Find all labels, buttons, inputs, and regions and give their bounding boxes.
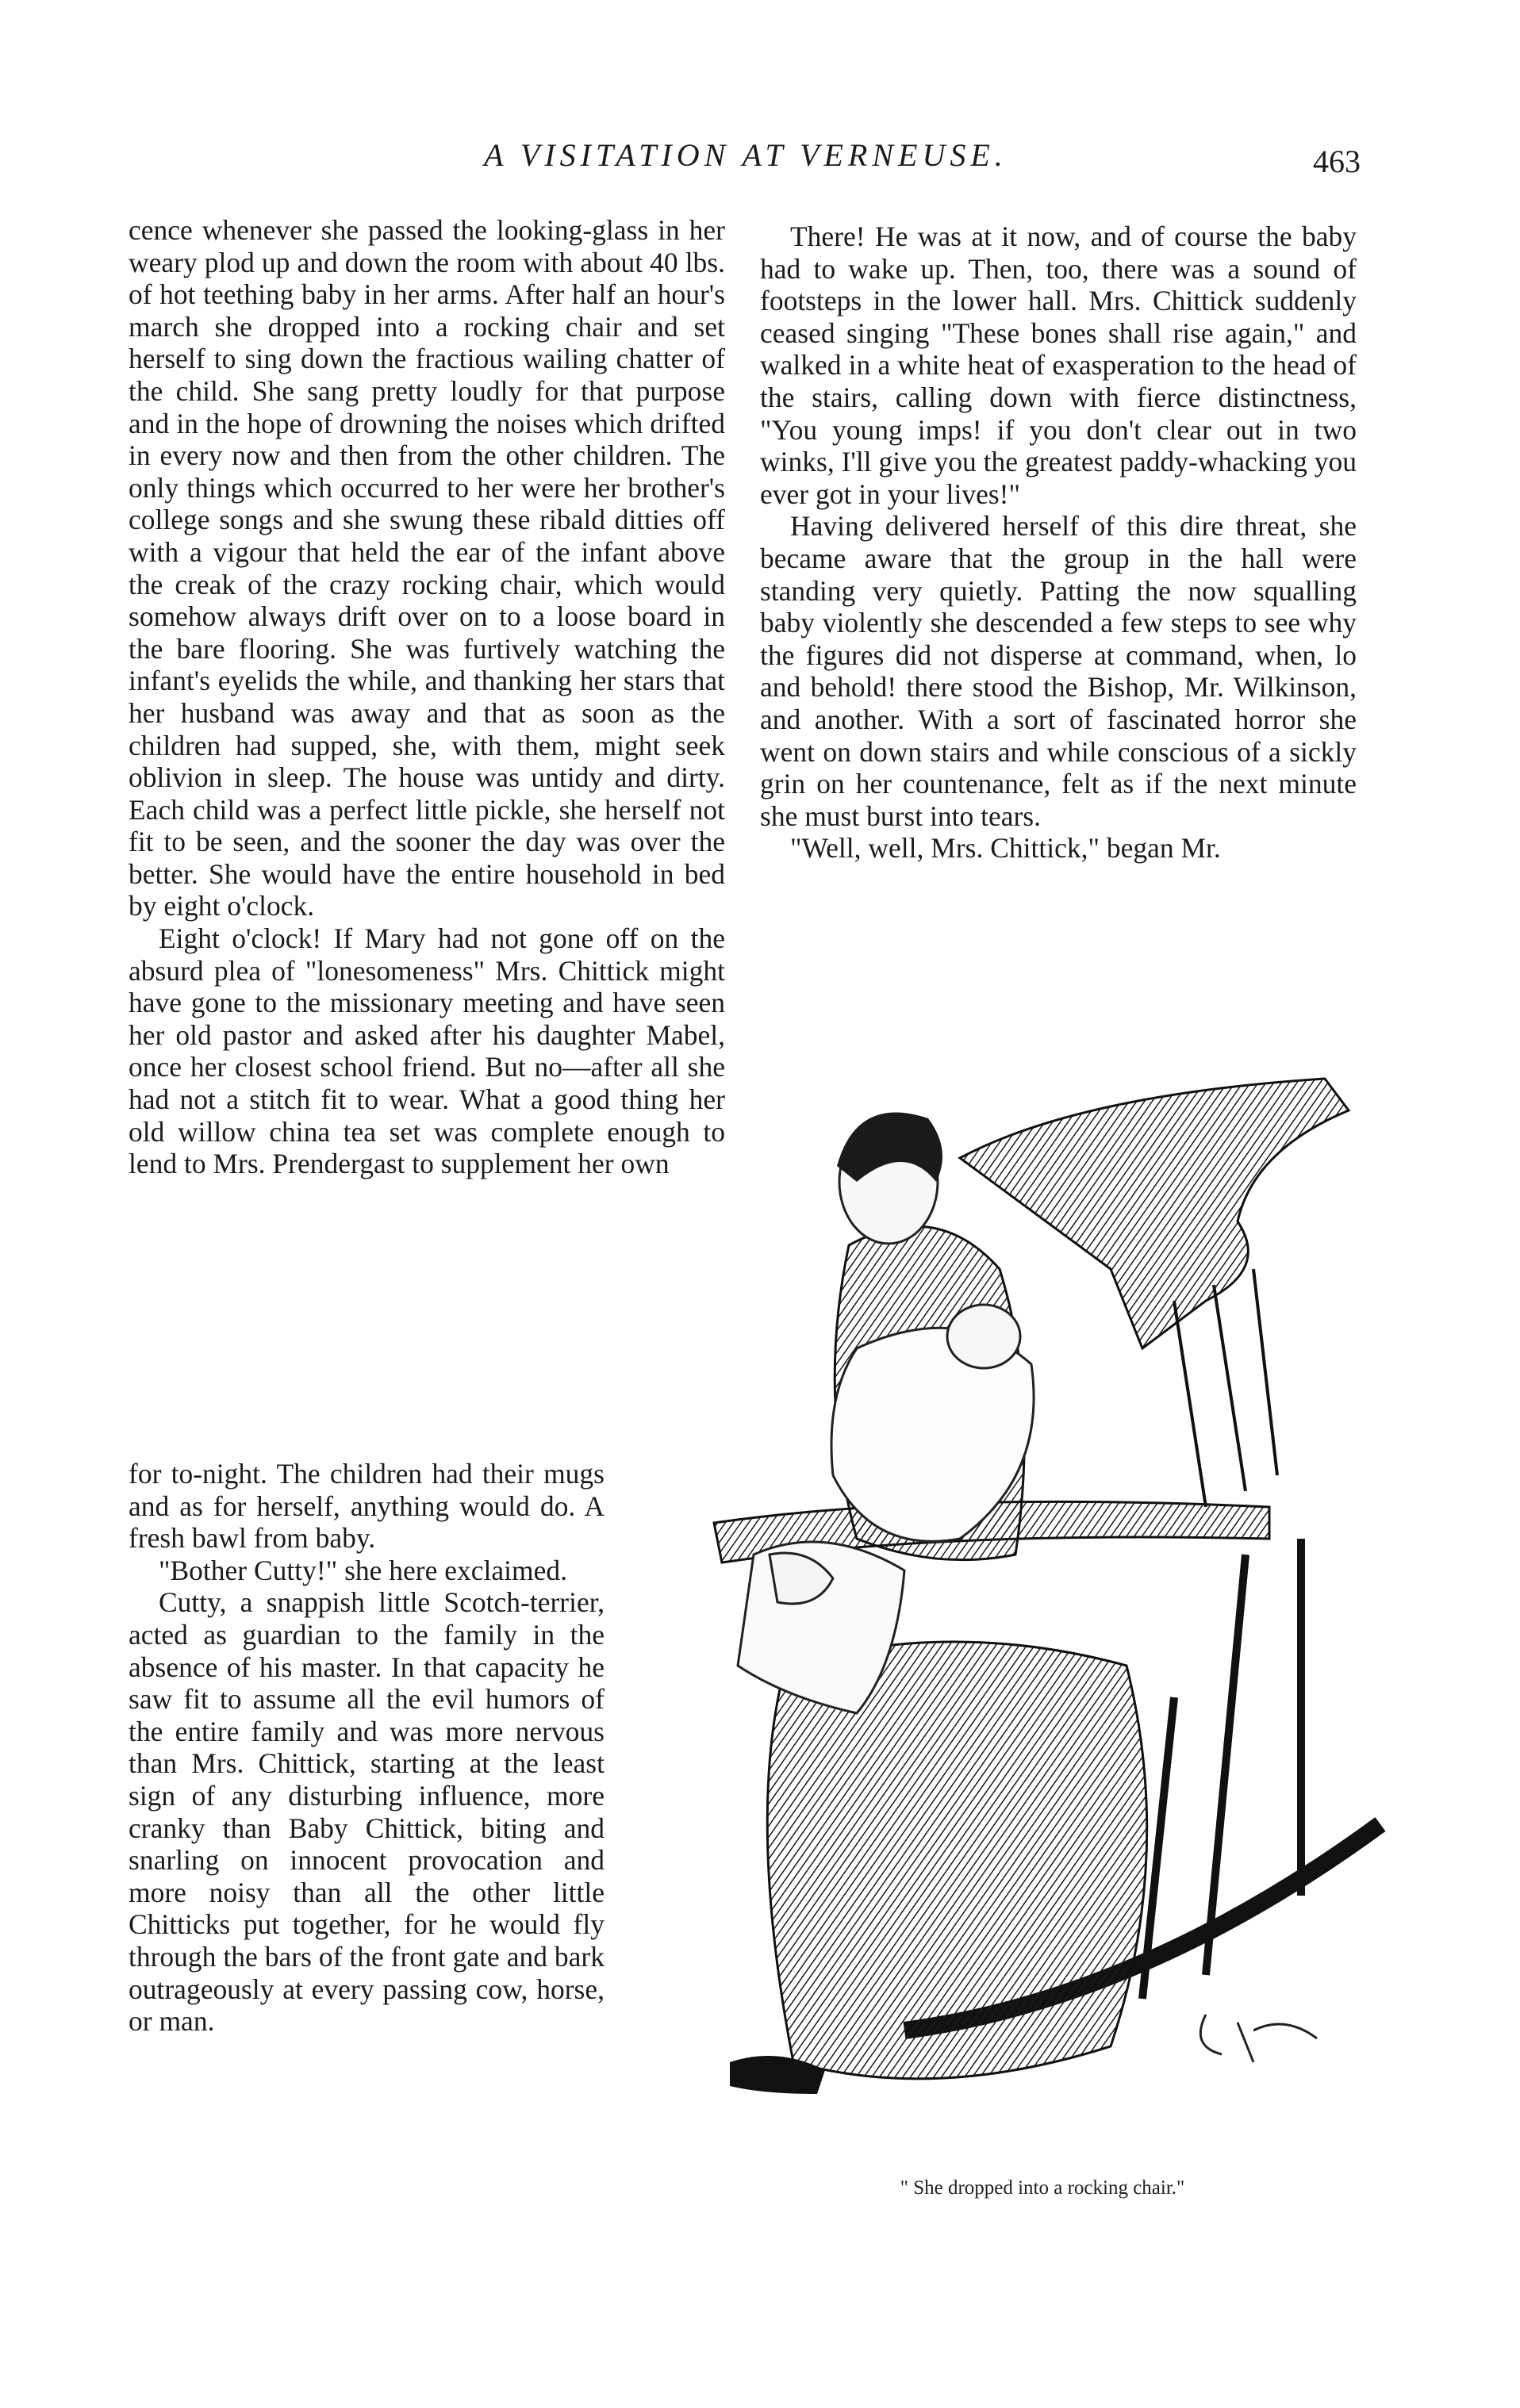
chair-back <box>960 1079 1349 1348</box>
paragraph: "Well, well, Mrs. Chittick," began Mr. <box>790 832 1221 865</box>
paragraph: There! He was at it now, and of course the baby had to wake up. Then, too, there was a sound of footsteps in the lower hall. Mrs. Chittick suddenly ceased singing "These bones shall rise again," and walked in a white heat of exasperation to the head of the stairs, calling down with fierce distinctness, "You young imps! if you don't clear out in two winks, I'll give you the greatest paddy-whacking you ever got in your lives!" <box>760 220 1357 510</box>
baby-head <box>947 1305 1020 1368</box>
paragraph: for to-night. The children had their mugs and as for herself, anything would do. A fresh bawl from baby. <box>129 1458 605 1555</box>
artist-signature <box>1200 2015 1317 2062</box>
paragraph: Eight o'clock! If Mary had not gone off on the absurd plea of "lonesomeness" Mrs. Chittick might have gone to the missionary meeting and have seen her old pastor and asked after his daughter Mabel, once her closest school friend. But no—after all she had not a stitch fit to wear. What a good thing her old willow china tea set was complete enough to lend to Mrs. Prendergast to supplement her own <box>129 922 725 1180</box>
running-head: A VISITATION AT VERNEUSE. <box>484 137 1008 173</box>
page-number: 463 <box>1313 144 1361 179</box>
right-column <box>760 220 1357 865</box>
paragraph: Having delivered herself of this dire threat, she became aware that the group in the hall were standing very quietly. Patting the now squalling baby violently she descended a few steps to see why the figures did not disperse at command, when, lo and behold! there stood the Bishop, Mr. Wilkinson, and another. With a sort of fascinated horror she went on down stairs and while conscious of a sickly grin on her countenance, felt as if the next minute she must burst into tears. <box>760 510 1357 832</box>
illustration-woman-rocking-chair <box>698 1063 1387 2134</box>
left-column-top <box>129 214 725 1180</box>
paragraph: cence whenever she passed the looking-glass in her weary plod up and down the room with about 40 lbs. of hot teething baby in her arms. After half an hour's march she dropped into a rocking chair and set herself to sing down the fractious wailing chatter of the child. She sang pretty loudly for that purpose and in the hope of drowning the noises which drifted in every now and then from the other children. The only things which occurred to her were her brother's college songs and she swung these ribald ditties off with a vigour that held the ear of the infant above the creak of the crazy rocking chair, which would somehow always drift over on to a loose board in the bare flooring. She was furtively watching the infant's eyelids the while, and thanking her stars that her husband was away and that as soon as the children had supped, she, with them, might seek oblivion in sleep. The house was untidy and dirty. Each child was a perfect little pickle, she herself not fit to be seen, and the sooner the day was over the better. She would have the entire household in bed by eight o'clock. <box>129 214 725 922</box>
paragraph: Cutty, a snappish little Scotch-terrier, acted as guardian to the family in the absence of his master. In that capacity he saw fit to assume all the evil humors of the entire family and was more nervous than Mrs. Chittick, starting at the least sign of any disturbing influence, more cranky than Baby Chittick, biting and snarling on innocent provocation and more noisy than all the other little Chitticks put together, for he would fly through the bars of the front gate and bark outrageously at every passing cow, horse, or man. <box>129 1586 605 2038</box>
woman-skirt <box>767 1642 1146 2079</box>
paragraph: "Bother Cutty!" she here exclaimed. <box>159 1554 567 1586</box>
illustration-caption: " She dropped into a rocking chair." <box>900 2177 1185 2199</box>
left-column-bottom <box>129 1458 605 2038</box>
